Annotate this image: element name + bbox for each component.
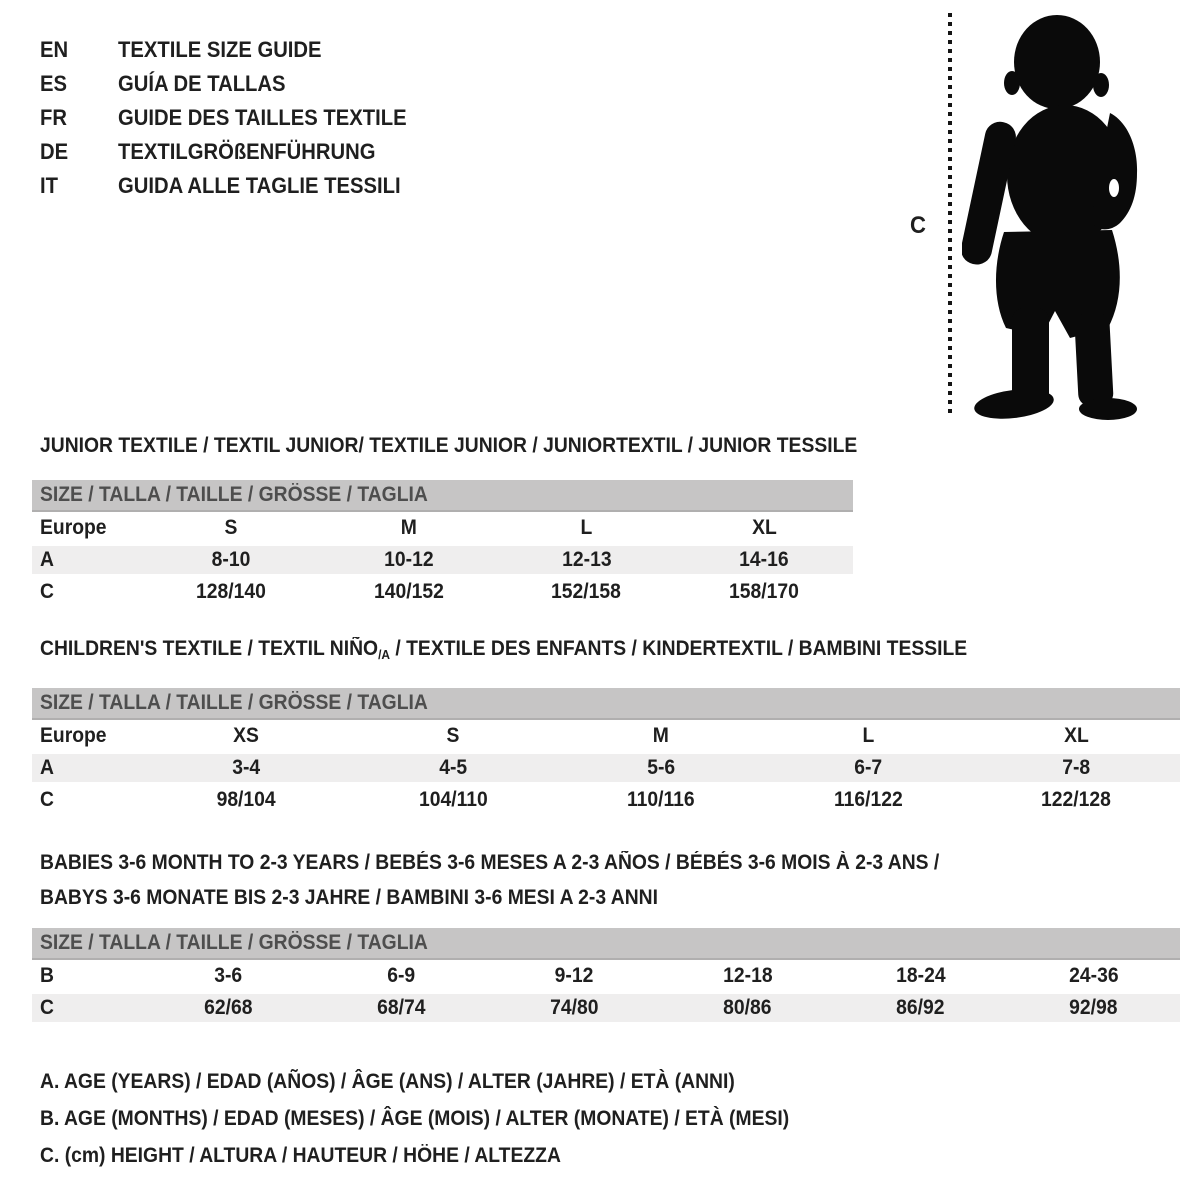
age-cell: 24-36: [1068, 964, 1119, 987]
babies-section-title: [40, 845, 1018, 915]
age-cell: 4-5: [439, 756, 468, 779]
language-title: GUIDA ALLE TAGLIE TESSILI: [118, 173, 401, 198]
table-row-age-years: [32, 752, 1180, 784]
height-cell: 104/110: [418, 788, 488, 811]
row-label: C: [40, 580, 54, 603]
children-size-table: [32, 688, 1180, 816]
height-cell: 98/104: [216, 788, 276, 811]
age-cell: 14-16: [739, 548, 789, 571]
language-code: ES: [40, 71, 68, 96]
language-title-list: [40, 33, 432, 203]
babies-size-table: [32, 928, 1180, 1024]
table-row-age-years: [32, 544, 853, 576]
language-row-fr: [40, 101, 432, 135]
size-cell: S: [224, 516, 238, 539]
children-section-title: [40, 637, 1048, 662]
junior-section-title: JUNIOR TEXTILE / TEXTIL JUNIOR/ TEXTILE JUNIOR / JUNIORTEXTIL / JUNIOR TESSILE: [40, 434, 858, 457]
toddler-silhouette: [962, 10, 1147, 422]
row-label: B: [40, 964, 54, 987]
row-label: Europe: [40, 516, 107, 539]
height-cell: 128/140: [195, 580, 266, 603]
language-row-en: [40, 33, 432, 67]
row-label: C: [40, 788, 54, 811]
junior-size-table: [32, 480, 853, 608]
table-row-height-cm: [32, 784, 1180, 816]
age-cell: 9-12: [555, 964, 594, 987]
size-cell: XL: [1063, 724, 1089, 747]
age-cell: 3-4: [231, 756, 260, 779]
age-cell: 3-6: [214, 964, 243, 987]
language-title: GUIDE DES TAILLES TEXTILE: [118, 105, 407, 130]
height-cell: 80/86: [723, 996, 772, 1019]
age-cell: 10-12: [383, 548, 434, 571]
size-cell: XS: [232, 724, 259, 747]
legend-line-c: C. (cm) HEIGHT / ALTURA / HAUTEUR / HÖHE / ALTEZZA: [40, 1144, 561, 1167]
age-cell: 7-8: [1062, 756, 1091, 779]
height-measure-label: C: [910, 212, 926, 239]
measure-legend: [40, 1063, 854, 1174]
height-cell: 86/92: [896, 996, 945, 1019]
legend-line-a: A. AGE (YEARS) / EDAD (AÑOS) / ÂGE (ANS) / ALTER (JAHRE) / ETÀ (ANNI): [40, 1070, 735, 1093]
row-label: Europe: [40, 724, 107, 747]
table-row-age-months: [32, 960, 1180, 992]
table-row-height-cm: [32, 576, 853, 608]
height-cell: 158/170: [729, 580, 800, 603]
size-cell: L: [580, 516, 593, 539]
height-cell: 92/98: [1069, 996, 1118, 1019]
age-cell: 6-9: [387, 964, 416, 987]
height-cell: 74/80: [550, 996, 599, 1019]
height-cell: 140/152: [373, 580, 444, 603]
row-label: C: [40, 996, 54, 1019]
language-title: TEXTILE SIZE GUIDE: [118, 37, 322, 62]
age-cell: 18-24: [895, 964, 946, 987]
language-row-es: [40, 67, 432, 101]
table-row-europe: [32, 720, 1180, 752]
age-cell: 12-18: [722, 964, 773, 987]
language-row-it: [40, 169, 432, 203]
row-label: A: [40, 548, 54, 571]
legend-line-b: B. AGE (MONTHS) / EDAD (MESES) / ÂGE (MOIS) / ALTER (MONATE) / ETÀ (MESI): [40, 1107, 790, 1130]
age-cell: 5-6: [647, 756, 675, 779]
height-cell: 116/122: [834, 788, 903, 811]
size-cell: M: [652, 724, 670, 747]
language-title: GUÍA DE TALLAS: [118, 71, 286, 96]
height-cell: 110/116: [627, 788, 695, 811]
size-cell: M: [400, 516, 417, 539]
language-code: DE: [40, 139, 69, 164]
language-row-de: [40, 135, 432, 169]
size-header-bar: SIZE / TALLA / TAILLE / GRÖSSE / TAGLIA: [32, 688, 1180, 720]
language-code: FR: [40, 105, 67, 130]
size-cell: XL: [751, 516, 777, 539]
size-cell: S: [446, 724, 460, 747]
size-cell: L: [862, 724, 875, 747]
age-cell: 6-7: [854, 756, 883, 779]
babies-title-line2: BABYS 3-6 MONATE BIS 2-3 JAHRE / BAMBINI 3-6 MESI A 2-3 ANNI: [40, 886, 658, 909]
language-code: EN: [40, 37, 69, 62]
babies-title-line1: BABIES 3-6 MONTH TO 2-3 YEARS / BEBÉS 3-6 MESES A 2-3 AÑOS / BÉBÉS 3-6 MOIS À 2-3 ANS /: [40, 851, 940, 874]
children-title-text: CHILDREN'S TEXTILE / TEXTIL $NIÑO_{/A}$ / TEXTILE DES ENFANTS / KINDERTEXTIL / BAMBINI TESSILE: [40, 637, 968, 662]
age-cell: 12-13: [561, 548, 612, 571]
size-header-bar: SIZE / TALLA / TAILLE / GRÖSSE / TAGLIA: [32, 928, 1180, 960]
height-cell: 62/68: [204, 996, 253, 1019]
size-header-bar: SIZE / TALLA / TAILLE / GRÖSSE / TAGLIA: [32, 480, 853, 512]
age-cell: 8-10: [211, 548, 251, 571]
row-label: A: [40, 756, 54, 779]
language-title: TEXTILGRÖßENFÜHRUNG: [118, 139, 376, 164]
table-row-height-cm: [32, 992, 1180, 1024]
language-code: IT: [40, 173, 58, 198]
title-subscript: /A: [378, 647, 391, 662]
height-cell: 68/74: [377, 996, 426, 1019]
height-measure-dashed-line: [948, 13, 952, 417]
table-row-europe: [32, 512, 853, 544]
height-cell: 152/158: [551, 580, 622, 603]
height-cell: 122/128: [1041, 788, 1112, 811]
